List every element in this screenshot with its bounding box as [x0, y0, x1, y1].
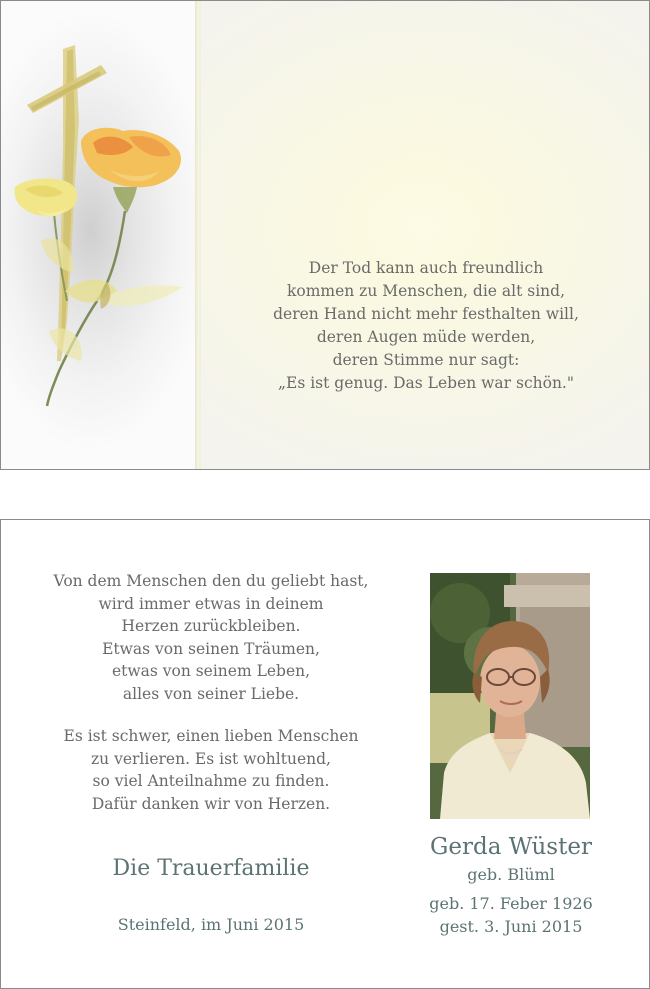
quote-line: Der Tod kann auch freundlich: [308, 259, 544, 277]
verse-line: zu verlieren. Es ist wohltuend,: [91, 749, 331, 768]
verse-line: alles von seiner Liebe.: [122, 684, 300, 703]
verse-line: Herzen zurückbleiben.: [121, 617, 301, 635]
quote-line: „Es ist genug. Das Leben war schön.": [278, 374, 574, 392]
portrait-photo: [430, 573, 590, 819]
quote-line: deren Stimme nur sagt:: [332, 351, 520, 369]
death-date: gest. 3. Juni 2015: [439, 917, 583, 936]
memorial-card-back: [0, 519, 650, 989]
front-quote: [231, 257, 621, 395]
maiden-name: geb. Blüml: [467, 865, 555, 884]
verse-line: etwas von seinem Leben,: [111, 662, 311, 680]
verse-line: Etwas von seinen Träumen,: [102, 639, 320, 658]
verse-line: Es ist schwer, einen lieben Menschen: [63, 727, 359, 745]
quote-line: kommen zu Menschen, die alt sind,: [286, 282, 565, 300]
family-signature: Die Trauerfamilie: [112, 856, 310, 881]
verse-thanks: [31, 725, 391, 815]
verse-line: so viel Anteilnahme zu finden.: [92, 772, 330, 790]
quote-line: deren Augen müde werden,: [316, 328, 536, 346]
portrait-image: [430, 573, 590, 819]
cross-with-rose-illustration: [1, 1, 195, 469]
card-divider: [195, 1, 201, 469]
place-date: Steinfeld, im Juni 2015: [117, 915, 305, 934]
verse-line: Von dem Menschen den du geliebt hast,: [53, 572, 369, 590]
art-panel: [1, 1, 195, 469]
quote-line: deren Hand nicht mehr festhalten will,: [273, 305, 579, 323]
verse-remembrance: [31, 570, 391, 705]
memorial-card-front: [0, 0, 650, 470]
verse-line: Dafür danken wir von Herzen.: [91, 794, 331, 813]
deceased-name: Gerda Wüster: [430, 834, 592, 860]
birth-date: geb. 17. Feber 1926: [429, 894, 593, 913]
verse-line: wird immer etwas in deinem: [98, 594, 324, 613]
